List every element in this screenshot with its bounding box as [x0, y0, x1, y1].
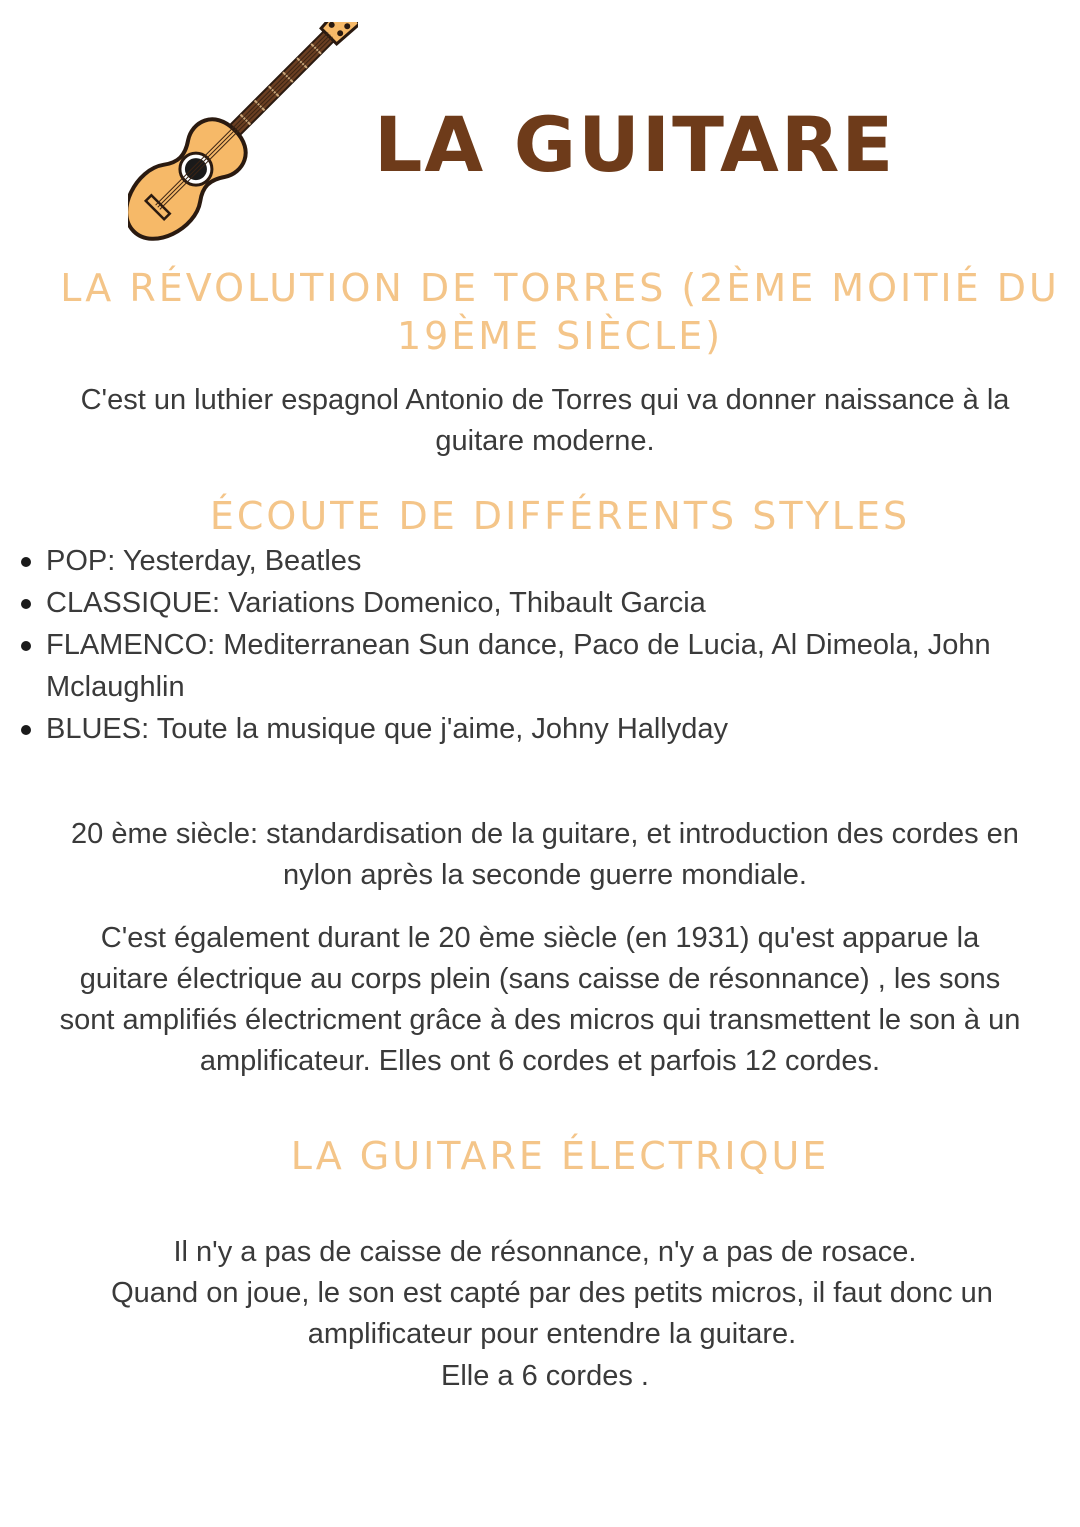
list-item-blues: BLUES: Toute la musique que j'aime, Johny Hallyday [46, 708, 1080, 750]
styles-heading: ÉCOUTE DE DIFFÉRENTS STYLES [209, 494, 911, 538]
electric-line-2: Quand on joue, le son est capté par des petits micros, il faut donc un amplificateur pour entendre la guitare. [111, 1277, 993, 1350]
twentieth-century-paragraph: 20 ème siècle: standardisation de la guitare, et introduction des cordes en nylon après la seconde guerre mondiale. [71, 818, 1019, 891]
electric-line-1: Il n'y a pas de caisse de résonnance, n'y a pas de rosace. [173, 1236, 917, 1268]
page-title: LA GUITARE [374, 100, 896, 189]
electric-heading: LA GUITARE ÉLECTRIQUE [290, 1134, 830, 1178]
torres-paragraph: C'est un luthier espagnol Antonio de Torres qui va donner naissance à la guitare moderne. [80, 384, 1010, 457]
header [0, 0, 1080, 250]
acoustic-guitar-icon [128, 22, 358, 242]
list-item-flamenco: FLAMENCO: Mediterranean Sun dance, Paco de Lucia, Al Dimeola, John Mclaughlin [46, 624, 1080, 708]
list-item-pop: POP: Yesterday, Beatles [46, 540, 1080, 582]
list-item-classique: CLASSIQUE: Variations Domenico, Thibault Garcia [46, 582, 1080, 624]
styles-list [0, 540, 1080, 750]
electric-origin-paragraph: C'est également durant le 20 ème siècle (en 1931) qu'est apparue la guitare électrique au corps plein (sans caisse de résonnance) , les sons sont amplifiés électricment grâce à des micros qui transmettent le son à un amplificateur. Elles ont 6 cordes et parfois 12 cordes. [59, 922, 1021, 1077]
torres-heading: LA RÉVOLUTION DE TORRES (2ÈME MOITIÉ DU 19ÈME SIÈCLE) [60, 266, 1060, 358]
electric-line-3: Elle a 6 cordes . [441, 1360, 649, 1392]
